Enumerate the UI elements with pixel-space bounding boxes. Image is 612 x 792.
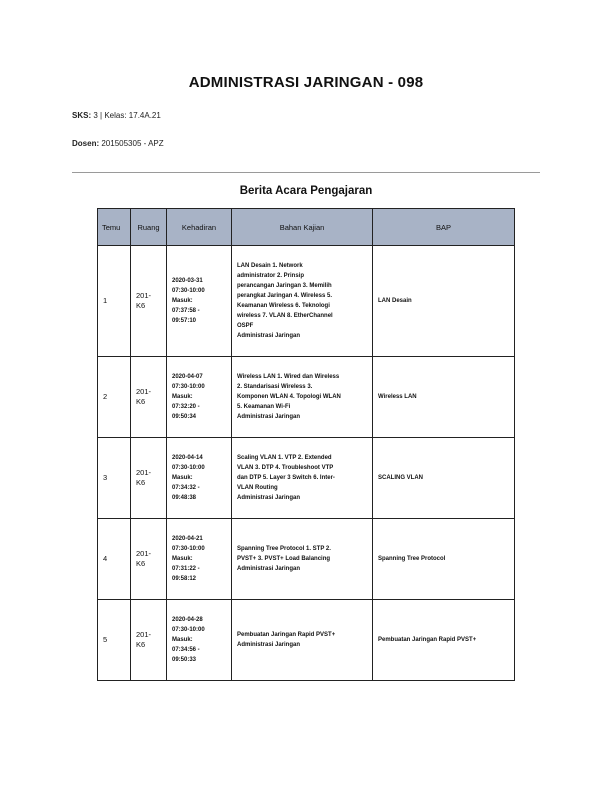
table-header-row — [98, 209, 515, 246]
cell-temu: 4 — [98, 519, 131, 600]
cell-temu: 3 — [98, 438, 131, 519]
sks-line — [72, 111, 161, 120]
section-title: Berita Acara Pengajaran — [239, 185, 373, 197]
cell-bahan-kajian: Spanning Tree Protocol 1. STP 2. PVST+ 3. PVST+ Load Balancing Administrasi Jaringan — [232, 519, 373, 600]
table-row — [98, 246, 515, 357]
page-title: ADMINISTRASI JARINGAN - 098 — [188, 74, 424, 91]
cell-temu: 1 — [98, 246, 131, 357]
cell-bap: Spanning Tree Protocol — [373, 519, 515, 600]
header-bahan-kajian: Bahan Kajian — [232, 209, 373, 246]
cell-temu: 5 — [98, 600, 131, 681]
dosen-line — [72, 139, 164, 148]
sks-value: 3 | Kelas: 17.4A.21 — [93, 111, 161, 120]
cell-bap: SCALING VLAN — [373, 438, 515, 519]
cell-ruang: 201- K6 — [131, 600, 167, 681]
divider — [72, 172, 540, 173]
bap-table — [97, 208, 515, 681]
cell-ruang: 201- K6 — [131, 246, 167, 357]
header-kehadiran: Kehadiran — [167, 209, 232, 246]
table-row — [98, 438, 515, 519]
header-bap: BAP — [373, 209, 515, 246]
cell-kehadiran: 2020-04-07 07:30-10:00 Masuk: 07:32:20 - 09:50:34 — [167, 357, 232, 438]
cell-kehadiran: 2020-04-21 07:30-10:00 Masuk: 07:31:22 - 09:58:12 — [167, 519, 232, 600]
cell-ruang: 201- K6 — [131, 357, 167, 438]
cell-bap: LAN Desain — [373, 246, 515, 357]
cell-kehadiran: 2020-03-31 07:30-10:00 Masuk: 07:37:58 - 09:57:10 — [167, 246, 232, 357]
cell-kehadiran: 2020-04-14 07:30-10:00 Masuk: 07:34:32 - 09:48:38 — [167, 438, 232, 519]
cell-bahan-kajian: Wireless LAN 1. Wired dan Wireless 2. Standarisasi Wireless 3. Komponen WLAN 4. Topologi WLAN 5. Keamanan Wi-Fi Administrasi Jaringan — [232, 357, 373, 438]
table-row — [98, 600, 515, 681]
cell-temu: 2 — [98, 357, 131, 438]
cell-bahan-kajian: Pembuatan Jaringan Rapid PVST+ Administrasi Jaringan — [232, 600, 373, 681]
sks-label: SKS: — [72, 111, 92, 120]
table-row — [98, 519, 515, 600]
cell-bap: Wireless LAN — [373, 357, 515, 438]
cell-bahan-kajian: LAN Desain 1. Network administrator 2. Prinsip perancangan Jaringan 3. Memilih perangkat Jaringan 4. Wireless 5. Keamanan Wireless 6. Teknologi wireless 7. VLAN 8. EtherChannel OSPF Administrasi Jaringan — [232, 246, 373, 357]
table-row — [98, 357, 515, 438]
cell-bahan-kajian: Scaling VLAN 1. VTP 2. Extended VLAN 3. DTP 4. Troubleshoot VTP dan DTP 5. Layer 3 Switch 6. Inter- VLAN Routing Administrasi Jaringan — [232, 438, 373, 519]
cell-kehadiran: 2020-04-28 07:30-10:00 Masuk: 07:34:56 - 09:50:33 — [167, 600, 232, 681]
cell-ruang: 201- K6 — [131, 519, 167, 600]
cell-bap: Pembuatan Jaringan Rapid PVST+ — [373, 600, 515, 681]
header-ruang: Ruang — [131, 209, 167, 246]
dosen-label: Dosen: — [72, 139, 100, 148]
header-temu: Temu — [98, 209, 131, 246]
dosen-value: 201505305 - APZ — [101, 139, 164, 148]
cell-ruang: 201- K6 — [131, 438, 167, 519]
